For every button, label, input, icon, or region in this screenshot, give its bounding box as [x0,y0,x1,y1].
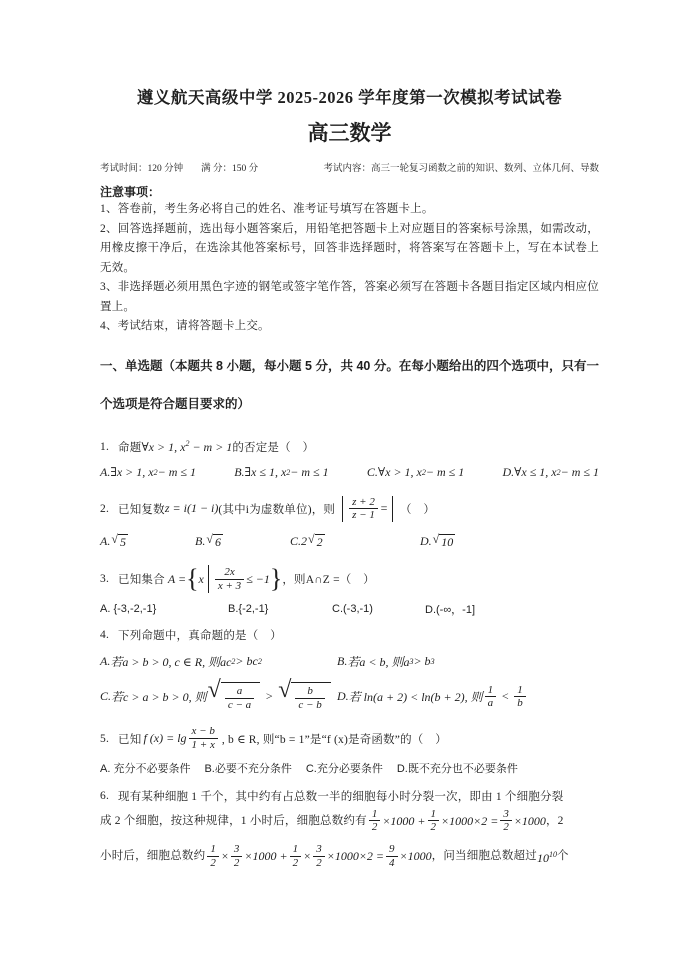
sqrt: √ 2 [308,531,323,549]
question-1-option-d: D. ∀x ≤ 1, x 2 − m ≤ 1 [502,464,599,479]
question-6-power: $10^{10}$ [536,849,557,865]
fraction: $\frac{3}{2}$ [231,843,243,869]
question-1-stem-pre: 命题 [118,441,142,454]
question-2-stem-mid: (其中i为虚数单位)，则 [218,503,336,516]
fraction: $\frac{1}{2}$ [290,843,302,869]
question-3 [100,565,599,593]
exam-duration: 考试时间：120 分钟 [100,164,184,174]
fraction: $\frac{z + 2}{z - 1}$ [349,496,378,522]
question-4-option-b: B. 若a < b, 则a 3 > b 3 [337,654,435,670]
question-4-option-d: D. 若 ln(a + 2) < ln(b + 2), 则 $\frac{1}{a}$ < $\frac{1}{b}$ [337,684,528,710]
question-2 [100,496,599,522]
section-1-heading: 一、单选题（本题共 8 小题，每小题 5 分，共 40 分。在每小题给出的四个选项中，只有一个选项是符合题目要求的） [100,358,599,411]
notice-item-3: 3、非选择题必须用黑色字迹的钢笔或签字笔作答，答案必须写在答题卡各题目指定区域内相应位置上。 [100,281,599,313]
question-5-function: f (x) = lg $\frac{x - b}{1 + x}$ [143,725,219,751]
set-divider-bar [208,565,209,593]
sqrt: √ 6 [206,531,221,549]
question-6-text-1: 现有某种细胞 1 千个，其中约有占总数一半的细胞每小时分裂一次，即由 1 个细胞分裂 [118,790,564,803]
question-4-option-c: C. 若c > a > b > 0, 则 √ $\frac{a}{c - a}$ > √ $\frac{b}{c - b}$ [100,682,337,711]
question-5-option-a: A. 充分不必要条件 [100,762,191,775]
question-4-options-ab [100,653,599,670]
notice-item-1: 1、答卷前，考生务必将自己的姓名、准考证号填写在答题卡上。 [100,203,434,215]
sqrt: √ 5 [111,531,126,549]
question-4-option-a: A. 若a > b > 0, c ∈ R, 则ac 2 > bc 2 [100,654,262,670]
exam-total-score: 满 分：150 分 [201,164,259,174]
question-3-option-a: A. {-3,-2,-1} [100,603,157,616]
abs-bar-left [342,496,343,522]
question-5-number: 5. [100,732,110,745]
question-3-options [100,601,599,617]
question-1-number: 1. [100,440,110,453]
question-6-math-1: $\frac{1}{2}$ ×1000 + $\frac{1}{2}$ ×1000×2 = $\frac{3}{2}$ ×1000 [367,804,546,838]
question-6-text-5: ，问当细胞总数超过 [431,850,537,863]
question-1-stem-post: 的否定是（ ） [232,441,315,454]
fraction: $\frac{3}{2}$ [500,808,512,834]
question-2-complex-def: z = i(1 − i) [164,501,219,516]
question-6-math-2: $\frac{1}{2}$ × $\frac{3}{2}$ ×1000 + $\frac{1}{2}$ × $\frac{3}{2}$ ×1000×2 = $\frac{9}{4}$ ×1000 [205,839,431,873]
notice-section [100,183,599,337]
question-5-options [100,760,599,776]
sqrt: √ $\frac{a}{c - a}$ [208,682,260,711]
fraction: $\frac{2x}{x + 3}$ [215,566,244,592]
question-2-option-b: B. √ 6 [195,531,221,549]
exam-title: 遵义航天高级中学 2025-2026 学年度第一次模拟考试试卷 [136,88,563,107]
question-1-option-c: C. ∀x > 1, x 2 − m ≤ 1 [366,464,465,479]
fraction: $\frac{9}{4}$ [386,843,398,869]
fraction: $\frac{a}{c - a}$ [225,685,254,711]
fraction: $\frac{1}{2}$ [428,808,440,834]
fraction: $\frac{x - b}{1 + x}$ [189,725,218,751]
exam-subject: 高三数学 [307,121,392,145]
fraction: $\frac{b}{c - b}$ [295,685,324,711]
fraction: $\frac{1}{a}$ [485,684,497,710]
question-5-option-d: D.既不充分也不必要条件 [396,762,518,775]
question-6-line-1 [100,788,599,804]
sqrt: √ $\frac{b}{c - b}$ [278,682,330,711]
question-6-text-4: 小时后，细胞总数约 [100,850,206,863]
question-3-option-d: D.(-∞，-1] [425,604,476,617]
question-1-option-b: B. ∃x ≤ 1, x 2 − m ≤ 1 [234,464,329,479]
fraction: $\frac{1}{2}$ [207,843,219,869]
question-6-line-2 [100,804,599,838]
question-2-stem-pre: 已知复数 [118,503,165,516]
question-3-stem-pre: 已知集合 [118,574,165,587]
question-2-option-d: D. √ 10 [420,531,454,549]
question-3-option-b: B.{-2,-1} [228,603,269,616]
notice-heading: 注意事项： [100,185,161,199]
question-4-number: 4. [100,629,110,642]
notice-item-4: 4、考试结束，请将答题卡上交。 [100,320,270,332]
question-6-text-3: ，2 [545,814,564,827]
question-3-number: 3. [100,573,110,586]
exam-meta-row [100,160,599,174]
question-6-number: 6. [100,789,110,802]
question-1-math: ∀x > 1, $x^2 - m > 1$ [141,438,233,454]
brace-left: { [186,564,199,594]
fraction: $\frac{1}{b}$ [514,684,526,710]
question-2-options [100,531,599,549]
exam-meta-left [100,160,258,174]
question-6-text-2: 成 2 个细胞，按这种规律，1 小时后，细胞总数约有 [100,814,367,827]
question-4 [100,627,599,643]
brace-right: } [269,564,283,594]
question-3-stem-post: ，则A∩Z =（ ） [282,574,375,587]
question-5-stem-post: , b ∈ R, 则“b = 1”是“f (x)是奇函数”的（ ） [221,733,447,746]
question-3-option-c: C.(-3,-1) [332,603,373,616]
question-5 [100,725,599,751]
question-6-line-3 [100,838,599,875]
equals-sign: = [379,501,388,516]
abs-bar-right [392,496,393,522]
question-1 [100,439,599,455]
question-1-options [100,465,599,480]
question-5-stem-pre: 已知 [118,733,142,746]
question-2-abs-fraction [338,496,397,522]
exam-content-scope: 考试内容：高三一轮复习函数之前的知识、数列、立体几何、导数 [323,164,599,174]
notice-item-2: 2、回答选择题前，选出每小题答案后，用铅笔把答题卡上对应题目的答案标号涂黑，如需改动，用橡皮擦干净后，在选涂其他答案标号，回答非选择题时，将答案写在答题卡上，写在本试卷上无效。 [100,222,599,274]
question-2-stem-post: （ ） [399,503,436,516]
question-4-stem: 下列命题中，真命题的是（ ） [118,630,282,643]
question-1-option-a: A. ∃x > 1, x 2 − m ≤ 1 [100,464,196,479]
question-5-option-b: B.必要不充分条件 [204,762,292,775]
sqrt: √ 10 [432,531,454,549]
question-3-set-def: A = { x $\frac{2x}{x + 3}$ ≤ −1 } [167,564,283,594]
question-2-option-c: C. 2 √ 2 [290,531,323,549]
fraction: $\frac{3}{2}$ [313,843,325,869]
question-5-option-c: C.充分必要条件 [305,762,383,775]
question-6-text-6: 个 [556,850,569,863]
question-2-number: 2. [100,502,110,515]
question-2-option-a: A. √ 5 [100,531,126,549]
question-4-options-cd [100,677,599,711]
fraction: $\frac{1}{2}$ [369,808,381,834]
